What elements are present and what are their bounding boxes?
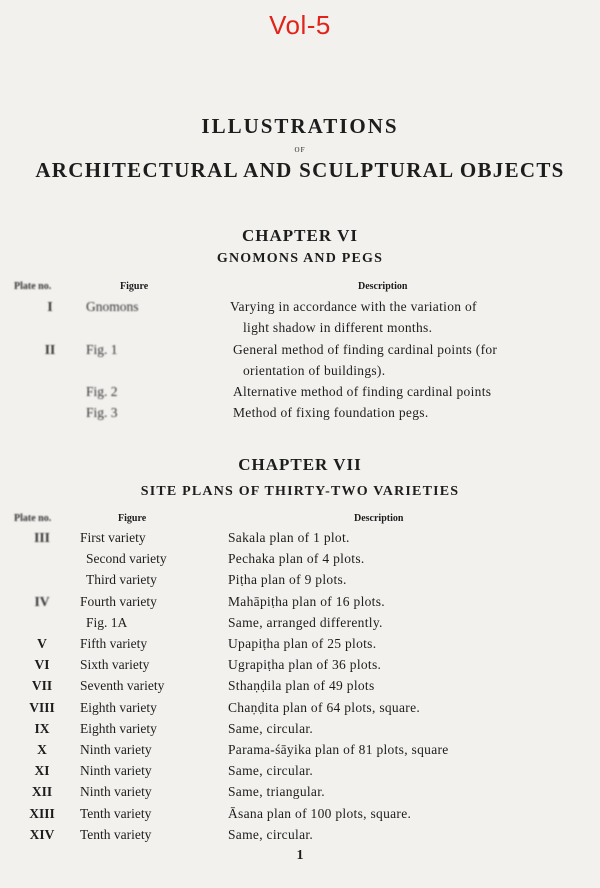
- description: Sakala plan of 1 plot.: [228, 530, 350, 545]
- figure-label: Ninth variety: [80, 763, 152, 779]
- col-header-plate: Plate no.: [14, 513, 52, 524]
- table-row: [0, 827, 600, 847]
- figure-label: Gnomons: [86, 299, 139, 314]
- figure-label: Tenth variety: [80, 805, 152, 821]
- figure-label: Eighth variety: [80, 720, 157, 736]
- table-row: [0, 700, 600, 720]
- figure-label: Ninth variety: [80, 742, 152, 757]
- table-row: [0, 384, 600, 404]
- description: General method of finding cardinal points (for: [233, 342, 498, 357]
- description: Alternative method of finding cardinal points: [233, 384, 492, 399]
- table-row: [0, 657, 600, 677]
- page-number: 1: [296, 848, 304, 863]
- description: Parama-śāyika plan of 81 plots, square: [228, 742, 449, 757]
- plate-number: XIV: [29, 826, 55, 842]
- figure-label: Third variety: [86, 572, 157, 588]
- chapter-6-title: CHAPTER VI: [242, 226, 358, 245]
- table-row-continuation: [0, 320, 600, 340]
- description-continued: light shadow in different months.: [243, 320, 433, 335]
- table-row: [0, 636, 600, 656]
- description: Method of fixing foundation pegs.: [233, 405, 429, 420]
- table-row: [0, 530, 600, 550]
- table-row: [0, 551, 600, 571]
- description: Same, circular.: [228, 763, 314, 779]
- description: Piṭha plan of 9 plots.: [228, 572, 347, 588]
- description: Same, arranged differently.: [228, 614, 383, 630]
- col-header-description: Description: [358, 281, 408, 292]
- chapter-7-title: CHAPTER VII: [238, 455, 362, 474]
- table-row: [0, 342, 600, 362]
- plate-number: I: [47, 299, 53, 314]
- description: Same, triangular.: [228, 784, 325, 800]
- table-row: [0, 721, 600, 741]
- chapter-6-subtitle: GNOMONS AND PEGS: [216, 251, 384, 266]
- figure-label: Eighth variety: [80, 699, 157, 715]
- plate-number: XII: [31, 784, 53, 800]
- table-row: [0, 572, 600, 592]
- figure-label: Ninth variety: [80, 784, 152, 800]
- figure-label: Fig. 3: [86, 405, 118, 420]
- plate-number: XI: [34, 763, 50, 779]
- figure-label: Fourth variety: [80, 593, 157, 609]
- plate-number: III: [34, 530, 50, 545]
- table-row: [0, 806, 600, 826]
- plate-number: II: [44, 342, 56, 357]
- table-row: [0, 742, 600, 762]
- description: Mahāpiṭha plan of 16 plots.: [228, 593, 385, 609]
- table-row: [0, 594, 600, 614]
- col-header-figure: Figure: [118, 513, 147, 524]
- plate-number: X: [37, 742, 47, 757]
- figure-label: Second variety: [86, 551, 167, 567]
- plate-number: IX: [34, 720, 50, 736]
- col-header-description: Description: [354, 513, 404, 524]
- col-header-figure: Figure: [120, 281, 149, 292]
- page-title: ILLUSTRATIONS: [201, 114, 399, 138]
- description: Upapiṭha plan of 25 plots.: [228, 636, 377, 651]
- description: Same, circular.: [228, 720, 314, 736]
- figure-label: Fifth variety: [80, 636, 148, 651]
- description: Sthaṇḍila plan of 49 plots: [228, 678, 375, 694]
- table-row-continuation: [0, 363, 600, 383]
- table-row: [0, 615, 600, 635]
- description: Ugrapiṭha plan of 36 plots.: [228, 657, 382, 673]
- chapter-7-subtitle: SITE PLANS OF THIRTY-TWO VARIETIES: [140, 484, 460, 499]
- table-row: [0, 678, 600, 698]
- plate-number: VIII: [29, 699, 55, 715]
- title-connector: OF: [294, 146, 306, 154]
- figure-label: Fig. 1A: [86, 614, 128, 630]
- page-subtitle: ARCHITECTURAL AND SCULPTURAL OBJECTS: [35, 158, 565, 182]
- figure-label: Sixth variety: [80, 657, 150, 673]
- plate-number: XIII: [29, 805, 55, 821]
- figure-label: Fig. 2: [86, 384, 118, 399]
- col-header-plate: Plate no.: [14, 281, 52, 292]
- volume-label: Vol-5: [269, 10, 331, 40]
- figure-label: Fig. 1: [86, 342, 118, 357]
- table-row: [0, 299, 600, 319]
- figure-label: Tenth variety: [80, 826, 152, 842]
- table-row: [0, 763, 600, 783]
- description-continued: orientation of buildings).: [243, 363, 386, 378]
- table-row: [0, 405, 600, 425]
- plate-number: IV: [34, 593, 50, 609]
- description: Āsana plan of 100 plots, square.: [228, 805, 412, 821]
- description: Chaṇḍita plan of 64 plots, square.: [228, 699, 421, 715]
- plate-number: V: [37, 636, 47, 651]
- plate-number: VII: [31, 678, 53, 694]
- description: Same, circular.: [228, 826, 314, 842]
- description: Varying in accordance with the variation of: [230, 299, 477, 314]
- figure-label: Seventh variety: [80, 678, 165, 694]
- description: Pechaka plan of 4 plots.: [228, 551, 365, 567]
- figure-label: First variety: [80, 530, 146, 545]
- table-row: [0, 784, 600, 804]
- plate-number: VI: [34, 657, 50, 673]
